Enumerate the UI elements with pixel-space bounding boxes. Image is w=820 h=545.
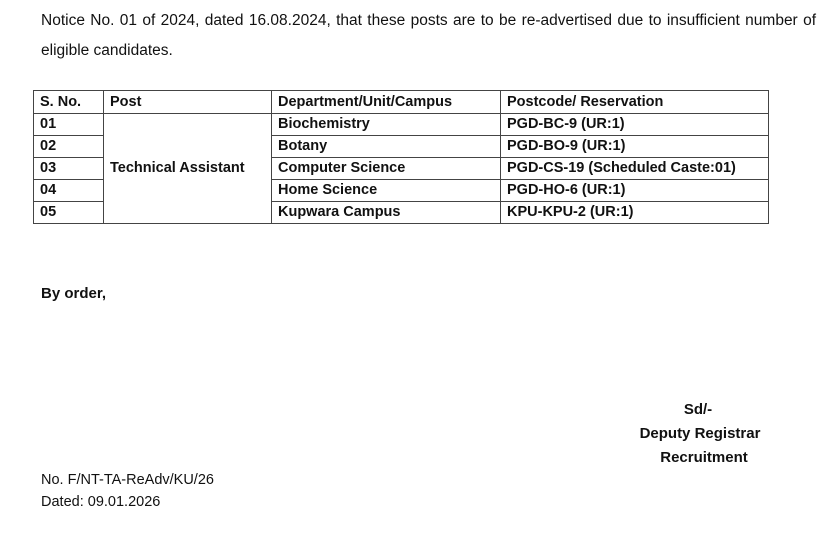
cell-postcode: PGD-HO-6 (UR:1)	[501, 180, 769, 202]
table-row	[34, 114, 769, 136]
cell-postcode: PGD-BC-9 (UR:1)	[501, 114, 769, 136]
signature-section: Recruitment	[660, 449, 748, 466]
reference-date: Dated: 09.01.2026	[41, 494, 161, 510]
cell-sno: 05	[34, 202, 104, 224]
header-department: Department/Unit/Campus	[272, 91, 501, 114]
cell-postcode: PGD-CS-19 (Scheduled Caste:01)	[501, 158, 769, 180]
reference-number: No. F/NT-TA-ReAdv/KU/26	[41, 472, 214, 488]
cell-department: Computer Science	[272, 158, 501, 180]
cell-sno: 01	[34, 114, 104, 136]
cell-postcode: KPU-KPU-2 (UR:1)	[501, 202, 769, 224]
table-header-row	[34, 91, 769, 114]
header-post: Post	[104, 91, 272, 114]
cell-sno: 03	[34, 158, 104, 180]
cell-sno: 02	[34, 136, 104, 158]
header-postcode: Postcode/ Reservation	[501, 91, 769, 114]
reference-block	[41, 469, 214, 513]
signature-block	[600, 398, 800, 470]
cell-postcode: PGD-BO-9 (UR:1)	[501, 136, 769, 158]
cell-department: Botany	[272, 136, 501, 158]
signature-designation: Deputy Registrar	[639, 425, 761, 442]
notice-paragraph: Notice No. 01 of 2024, dated 16.08.2024, that these posts are to be re-advertised due to insufficient number of eligible candidates.	[41, 12, 816, 59]
signature-sd: Sd/-	[683, 401, 713, 418]
cell-post: Technical Assistant	[104, 114, 272, 224]
cell-sno: 04	[34, 180, 104, 202]
by-order-text: By order,	[41, 285, 107, 302]
posts-table	[33, 90, 769, 224]
cell-department: Kupwara Campus	[272, 202, 501, 224]
header-sno: S. No.	[34, 91, 104, 114]
cell-department: Biochemistry	[272, 114, 501, 136]
cell-department: Home Science	[272, 180, 501, 202]
